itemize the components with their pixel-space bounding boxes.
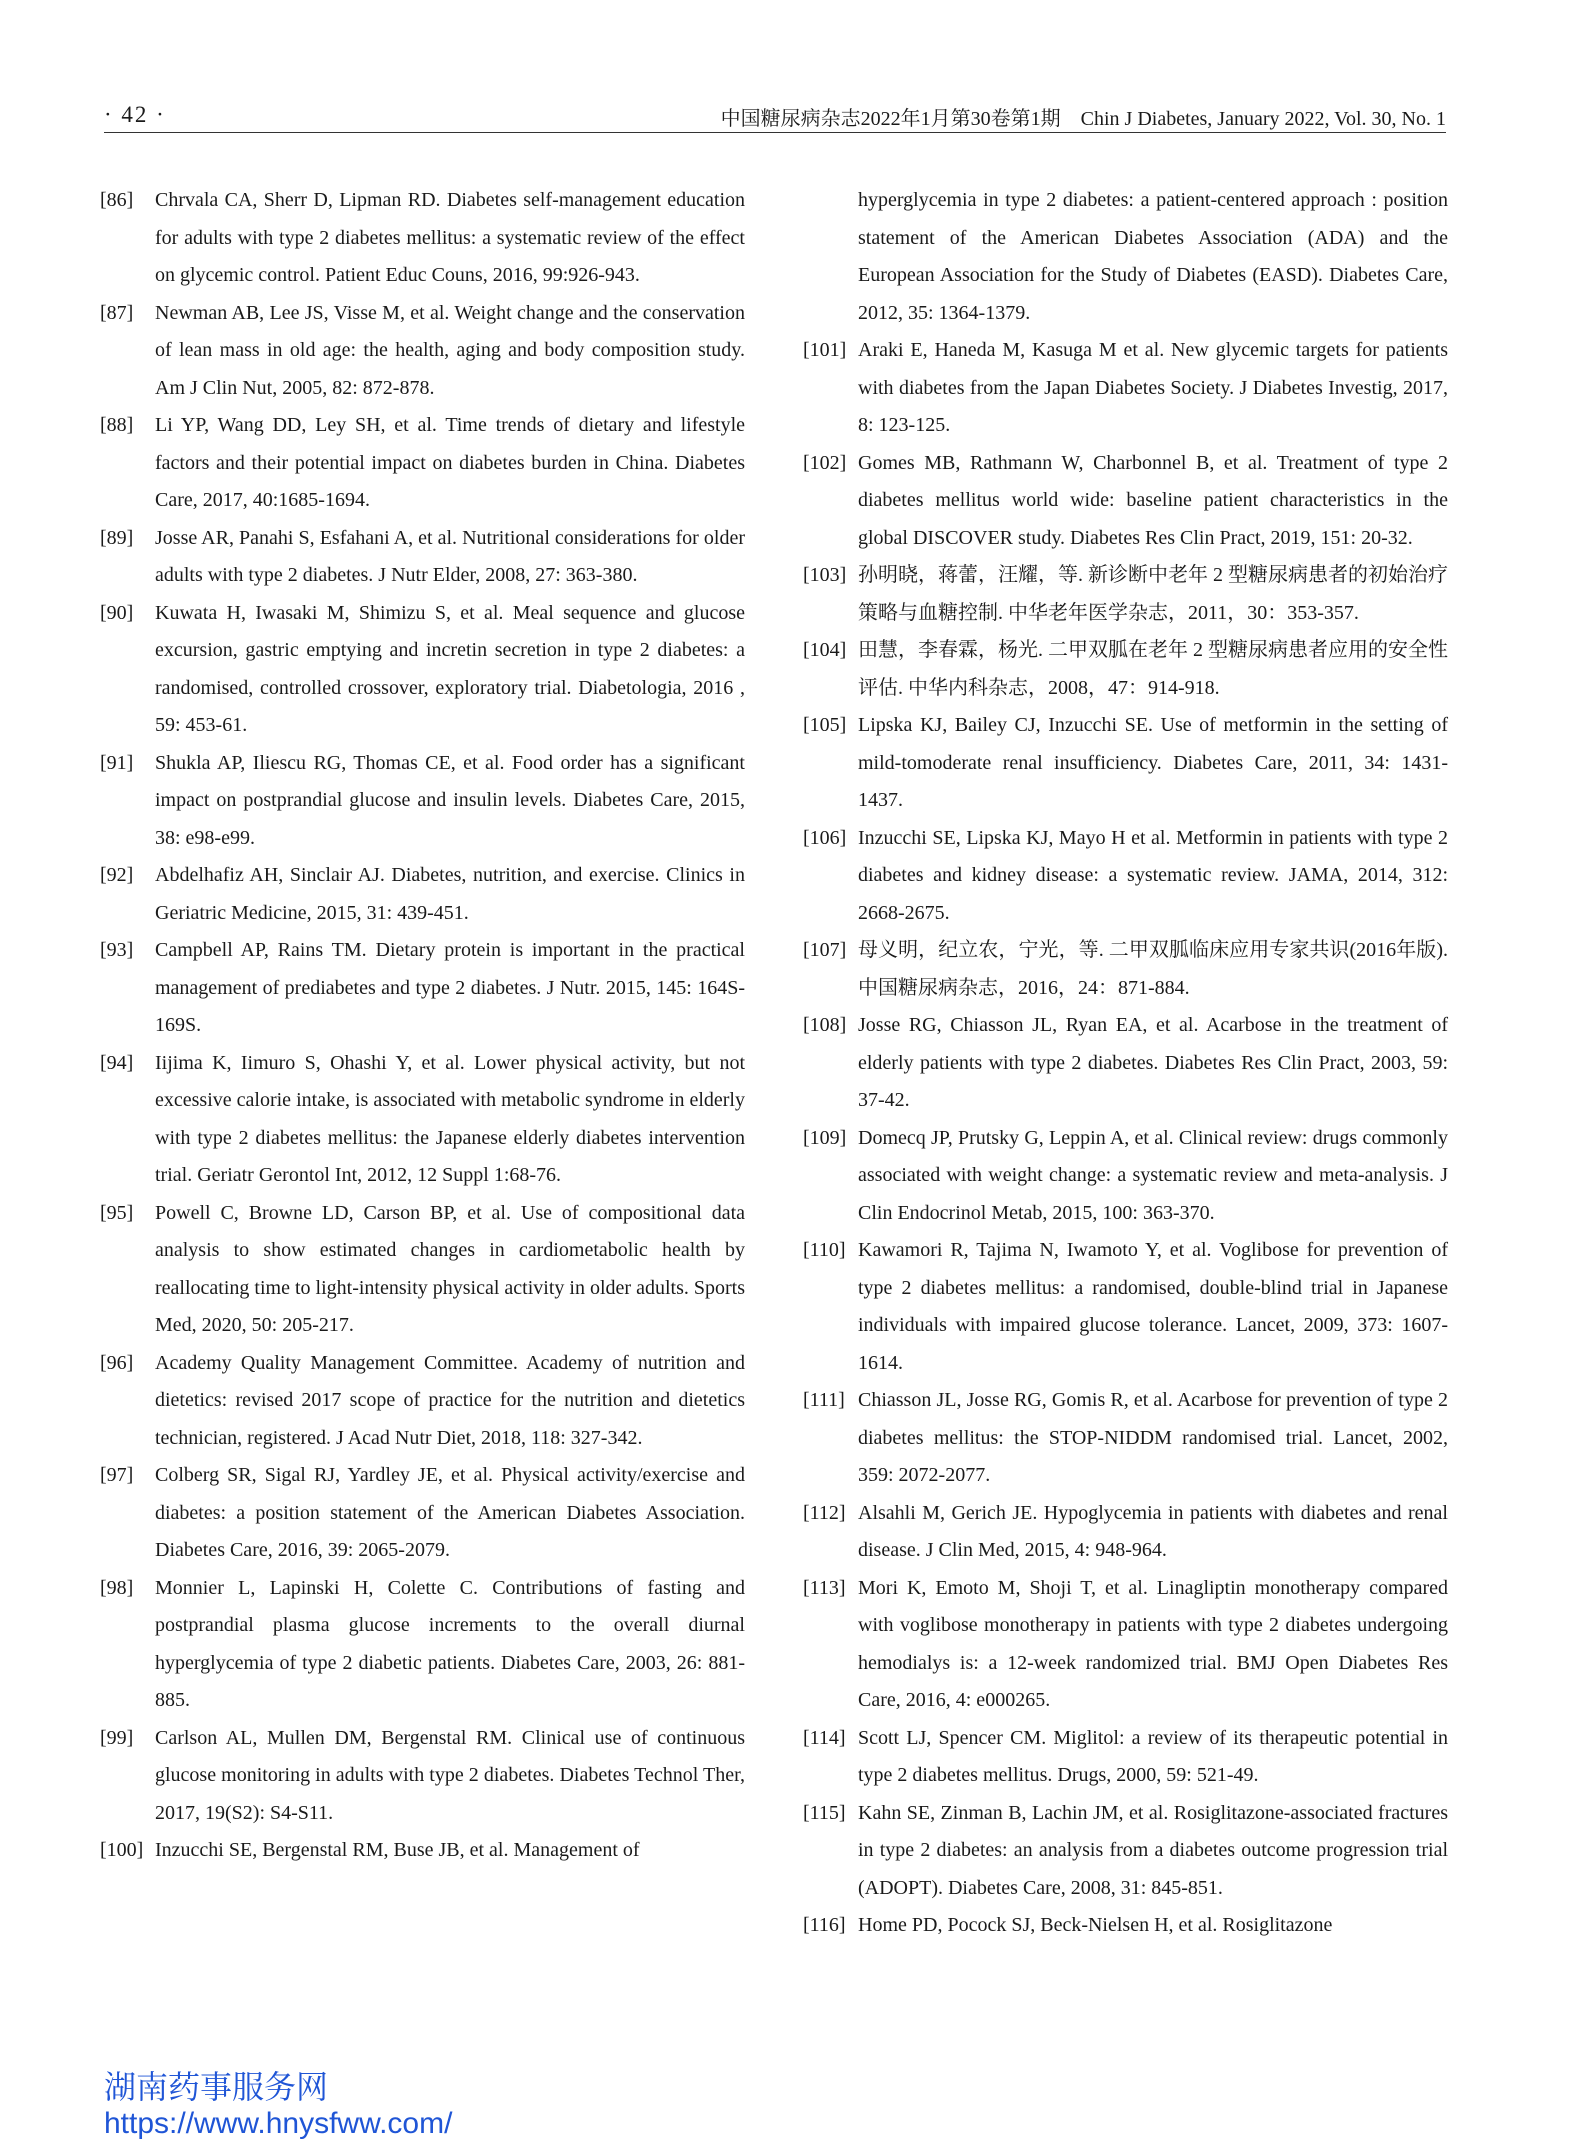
reference-entry xyxy=(100,857,745,932)
reference-entry xyxy=(100,932,745,1045)
reference-text: Scott LJ, Spencer CM. Miglitol: a review of its therapeutic potential in type 2 diabetes mellitus. Drugs, 2000, 59: 521-49. xyxy=(858,1726,1448,1786)
reference-entry xyxy=(803,1795,1448,1908)
reference-text: Gomes MB, Rathmann W, Charbonnel B, et al. Treatment of type 2 diabetes mellitus world wide: baseline patient characteristics in the global DISCOVER study. Diabetes Res Clin Pract, 2019, 151: 20-32. xyxy=(858,451,1448,549)
reference-number: [102] xyxy=(803,451,847,474)
reference-number: [86] xyxy=(100,189,134,211)
reference-number: [91] xyxy=(100,751,134,774)
reference-number: [97] xyxy=(100,1464,134,1486)
reference-entry xyxy=(100,182,745,295)
reference-text: Domecq JP, Prutsky G, Leppin A, et al. Clinical review: drugs commonly associated with weight change: a systematic review and meta-analysis. J Clin Endocrinol Metab, 2015, 100: 363-370. xyxy=(858,1126,1448,1224)
reference-number: [88] xyxy=(100,414,134,436)
reference-text: Mori K, Emoto M, Shoji T, et al. Linagliptin monotherapy compared with voglibose monotherapy in patients with type 2 diabetes undergoing hemodialys is: a 12-week randomized trial. BMJ Open Diabetes Res Care, 2016, 4: e000265. xyxy=(858,1576,1448,1711)
reference-text: Home PD, Pocock SJ, Beck-Nielsen H, et al. Rosiglitazone xyxy=(858,1914,1333,1936)
reference-number: [101] xyxy=(803,339,847,361)
reference-text: hyperglycemia in type 2 diabetes: a patient-centered approach : position statement of the American Diabetes Association (ADA) and the European Association for the Study of Diabetes (EASD). Diabetes Care, 2012, 35: 1364-1379. xyxy=(858,189,1448,324)
reference-entry xyxy=(803,1232,1448,1382)
reference-number: [110] xyxy=(803,1239,846,1261)
reference-column-right xyxy=(803,182,1448,1945)
reference-entry xyxy=(803,1495,1448,1570)
reference-number: [107] xyxy=(803,939,847,961)
reference-entry xyxy=(100,407,745,520)
reference-entry xyxy=(803,1007,1448,1120)
reference-number: [113] xyxy=(803,1576,846,1599)
reference-number: [115] xyxy=(803,1801,846,1824)
reference-entry xyxy=(803,182,1448,332)
reference-entry xyxy=(100,1045,745,1195)
reference-number: [89] xyxy=(100,526,134,549)
reference-entry xyxy=(803,1120,1448,1233)
reference-text: Josse AR, Panahi S, Esfahani A, et al. Nutritional considerations for older adults with type 2 diabetes. J Nutr Elder, 2008, 27: 363-380. xyxy=(155,526,745,586)
reference-text: Kawamori R, Tajima N, Iwamoto Y, et al. Voglibose for prevention of type 2 diabetes mellitus: a randomised, double-blind trial in Japanese individuals with impaired glucose tolerance. Lancet, 2009, 373: 1607-1614. xyxy=(858,1239,1448,1374)
reference-entry xyxy=(803,632,1448,707)
reference-text: Campbell AP, Rains TM. Dietary protein is important in the practical management of prediabetes and type 2 diabetes. J Nutr. 2015, 145: 164S-169S. xyxy=(155,939,745,1036)
reference-text: Kahn SE, Zinman B, Lachin JM, et al. Rosiglitazone-associated fractures in type 2 diabetes: an analysis from a diabetes outcome progression trial (ADOPT). Diabetes Care, 2008, 31: 845-851. xyxy=(858,1801,1448,1899)
reference-number: [87] xyxy=(100,301,134,324)
reference-number: [114] xyxy=(803,1726,846,1749)
reference-text: Inzucchi SE, Bergenstal RM, Buse JB, et al. Management of xyxy=(155,1839,640,1861)
reference-number: [100] xyxy=(100,1839,144,1861)
reference-text: Abdelhafiz AH, Sinclair AJ. Diabetes, nutrition, and exercise. Clinics in Geriatric Medicine, 2015, 31: 439-451. xyxy=(155,864,745,924)
reference-text: Inzucchi SE, Lipska KJ, Mayo H et al. Metformin in patients with type 2 diabetes and kidney disease: a systematic review. JAMA, 2014, 312: 2668-2675. xyxy=(858,826,1448,924)
reference-text: Chrvala CA, Sherr D, Lipman RD. Diabetes self-management education for adults with type 2 diabetes mellitus: a systematic review of the effect on glycemic control. Patient Educ Couns, 2016, 99:926-943. xyxy=(155,189,745,286)
running-header xyxy=(104,98,1446,133)
reference-number: [109] xyxy=(803,1126,847,1149)
reference-number: [96] xyxy=(100,1351,134,1374)
reference-text: 母义明，纪立农，宁光，等. 二甲双胍临床应用专家共识(2016年版). 中国糖尿病杂志，2016，24：871-884. xyxy=(858,939,1448,999)
reference-number: [116] xyxy=(803,1914,846,1936)
reference-text: Powell C, Browne LD, Carson BP, et al. Use of compositional data analysis to show estimated changes in cardiometabolic health by reallocating time to light-intensity physical activity in older adults. Sports Med, 2020, 50: 205-217. xyxy=(155,1201,745,1336)
reference-text: Lipska KJ, Bailey CJ, Inzucchi SE. Use of metformin in the setting of mild-tomoderate renal insufficiency. Diabetes Care, 2011, 34: 1431-1437. xyxy=(858,714,1448,811)
reference-entry xyxy=(100,745,745,858)
reference-entry xyxy=(100,295,745,408)
site-watermark[interactable] xyxy=(104,2068,452,2142)
reference-text: Araki E, Haneda M, Kasuga M et al. New glycemic targets for patients with diabetes from the Japan Diabetes Society. J Diabetes Investig, 2017, 8: 123-125. xyxy=(858,339,1448,436)
reference-number: [95] xyxy=(100,1201,134,1224)
reference-number: [90] xyxy=(100,601,134,624)
reference-entry xyxy=(100,520,745,595)
reference-number: [105] xyxy=(803,714,847,736)
reference-entry xyxy=(803,1907,1448,1945)
reference-number: [106] xyxy=(803,826,847,849)
reference-text: Monnier L, Lapinski H, Colette C. Contributions of fasting and postprandial plasma glucose increments to the overall diurnal hyperglycemia of type 2 diabetic patients. Diabetes Care, 2003, 26: 881-885. xyxy=(155,1576,745,1711)
reference-entry xyxy=(100,1345,745,1458)
reference-text: Colberg SR, Sigal RJ, Yardley JE, et al. Physical activity/exercise and diabetes: a position statement of the American Diabetes Association. Diabetes Care, 2016, 39: 2065-2079. xyxy=(155,1464,745,1561)
reference-number: [94] xyxy=(100,1051,134,1074)
reference-entry xyxy=(100,1832,745,1870)
reference-entry xyxy=(803,332,1448,445)
reference-entry xyxy=(100,595,745,745)
reference-text: Alsahli M, Gerich JE. Hypoglycemia in patients with diabetes and renal disease. J Clin Med, 2015, 4: 948-964. xyxy=(858,1501,1448,1561)
reference-entry xyxy=(100,1570,745,1720)
reference-entry xyxy=(803,445,1448,558)
reference-number: [108] xyxy=(803,1014,847,1036)
reference-entry xyxy=(100,1457,745,1570)
reference-entry xyxy=(803,1570,1448,1720)
reference-number: [93] xyxy=(100,939,134,961)
reference-text: Chiasson JL, Josse RG, Gomis R, et al. Acarbose for prevention of type 2 diabetes mellitus: the STOP-NIDDM randomised trial. Lancet, 2002, 359: 2072-2077. xyxy=(858,1389,1448,1486)
reference-text: 田慧，李春霖，杨光. 二甲双胍在老年 2 型糖尿病患者应用的安全性评估. 中华内科杂志，2008，47：914-918. xyxy=(858,639,1448,699)
reference-entry xyxy=(803,1720,1448,1795)
reference-number: [112] xyxy=(803,1501,846,1524)
reference-text: Academy Quality Management Committee. Academy of nutrition and dietetics: revised 2017 scope of practice for the nutrition and dietetics technician, registered. J Acad Nutr Diet, 2018, 118: 327-342. xyxy=(155,1351,745,1449)
reference-number: [98] xyxy=(100,1576,134,1599)
journal-citation: 中国糖尿病杂志2022年1月第30卷第1期 Chin J Diabetes, January 2022, Vol. 30, No. 1 xyxy=(720,108,1446,130)
reference-number: [92] xyxy=(100,864,134,886)
reference-number: [99] xyxy=(100,1726,134,1749)
watermark-url-link[interactable]: https://www.hnysfww.com/ xyxy=(104,2107,453,2140)
reference-number: [104] xyxy=(803,639,847,661)
reference-column-left xyxy=(100,182,745,1870)
watermark-title: 湖南药事服务网 xyxy=(104,2069,329,2105)
reference-text: Shukla AP, Iliescu RG, Thomas CE, et al. Food order has a significant impact on postprandial glucose and insulin levels. Diabetes Care, 2015, 38: e98-e99. xyxy=(155,751,745,849)
reference-entry xyxy=(803,820,1448,933)
reference-entry xyxy=(803,1382,1448,1495)
page-number: · 42 · xyxy=(104,102,166,127)
reference-number: [103] xyxy=(803,564,847,586)
reference-entry xyxy=(803,932,1448,1007)
reference-number: [111] xyxy=(803,1389,845,1411)
reference-text: Kuwata H, Iwasaki M, Shimizu S, et al. Meal sequence and glucose excursion, gastric emptying and incretin secretion in type 2 diabetes: a randomised, controlled crossover, exploratory trial. Diabetologia, 2016 , 59: 453-61. xyxy=(155,601,745,736)
reference-entry xyxy=(100,1195,745,1345)
reference-text: Josse RG, Chiasson JL, Ryan EA, et al. Acarbose in the treatment of elderly patients with type 2 diabetes. Diabetes Res Clin Pract, 2003, 59: 37-42. xyxy=(858,1014,1448,1111)
reference-text: Newman AB, Lee JS, Visse M, et al. Weight change and the conservation of lean mass in old age: the health, aging and body composition study. Am J Clin Nut, 2005, 82: 872-878. xyxy=(155,301,745,399)
reference-entry xyxy=(100,1720,745,1833)
reference-entry xyxy=(803,707,1448,820)
reference-entry xyxy=(803,557,1448,632)
reference-text: 孙明晓，蒋蕾，汪耀，等. 新诊断中老年 2 型糖尿病患者的初始治疗策略与血糖控制. 中华老年医学杂志，2011，30：353-357. xyxy=(858,564,1448,624)
reference-text: Carlson AL, Mullen DM, Bergenstal RM. Clinical use of continuous glucose monitoring in adults with type 2 diabetes. Diabetes Technol Ther, 2017, 19(S2): S4-S11. xyxy=(155,1726,745,1824)
reference-text: Iijima K, Iimuro S, Ohashi Y, et al. Lower physical activity, but not excessive calorie intake, is associated with metabolic syndrome in elderly with type 2 diabetes mellitus: the Japanese elderly diabetes intervention trial. Geriatr Gerontol Int, 2012, 12 Suppl 1:68-76. xyxy=(155,1051,745,1186)
reference-text: Li YP, Wang DD, Ley SH, et al. Time trends of dietary and lifestyle factors and their potential impact on diabetes burden in China. Diabetes Care, 2017, 40:1685-1694. xyxy=(155,414,745,511)
